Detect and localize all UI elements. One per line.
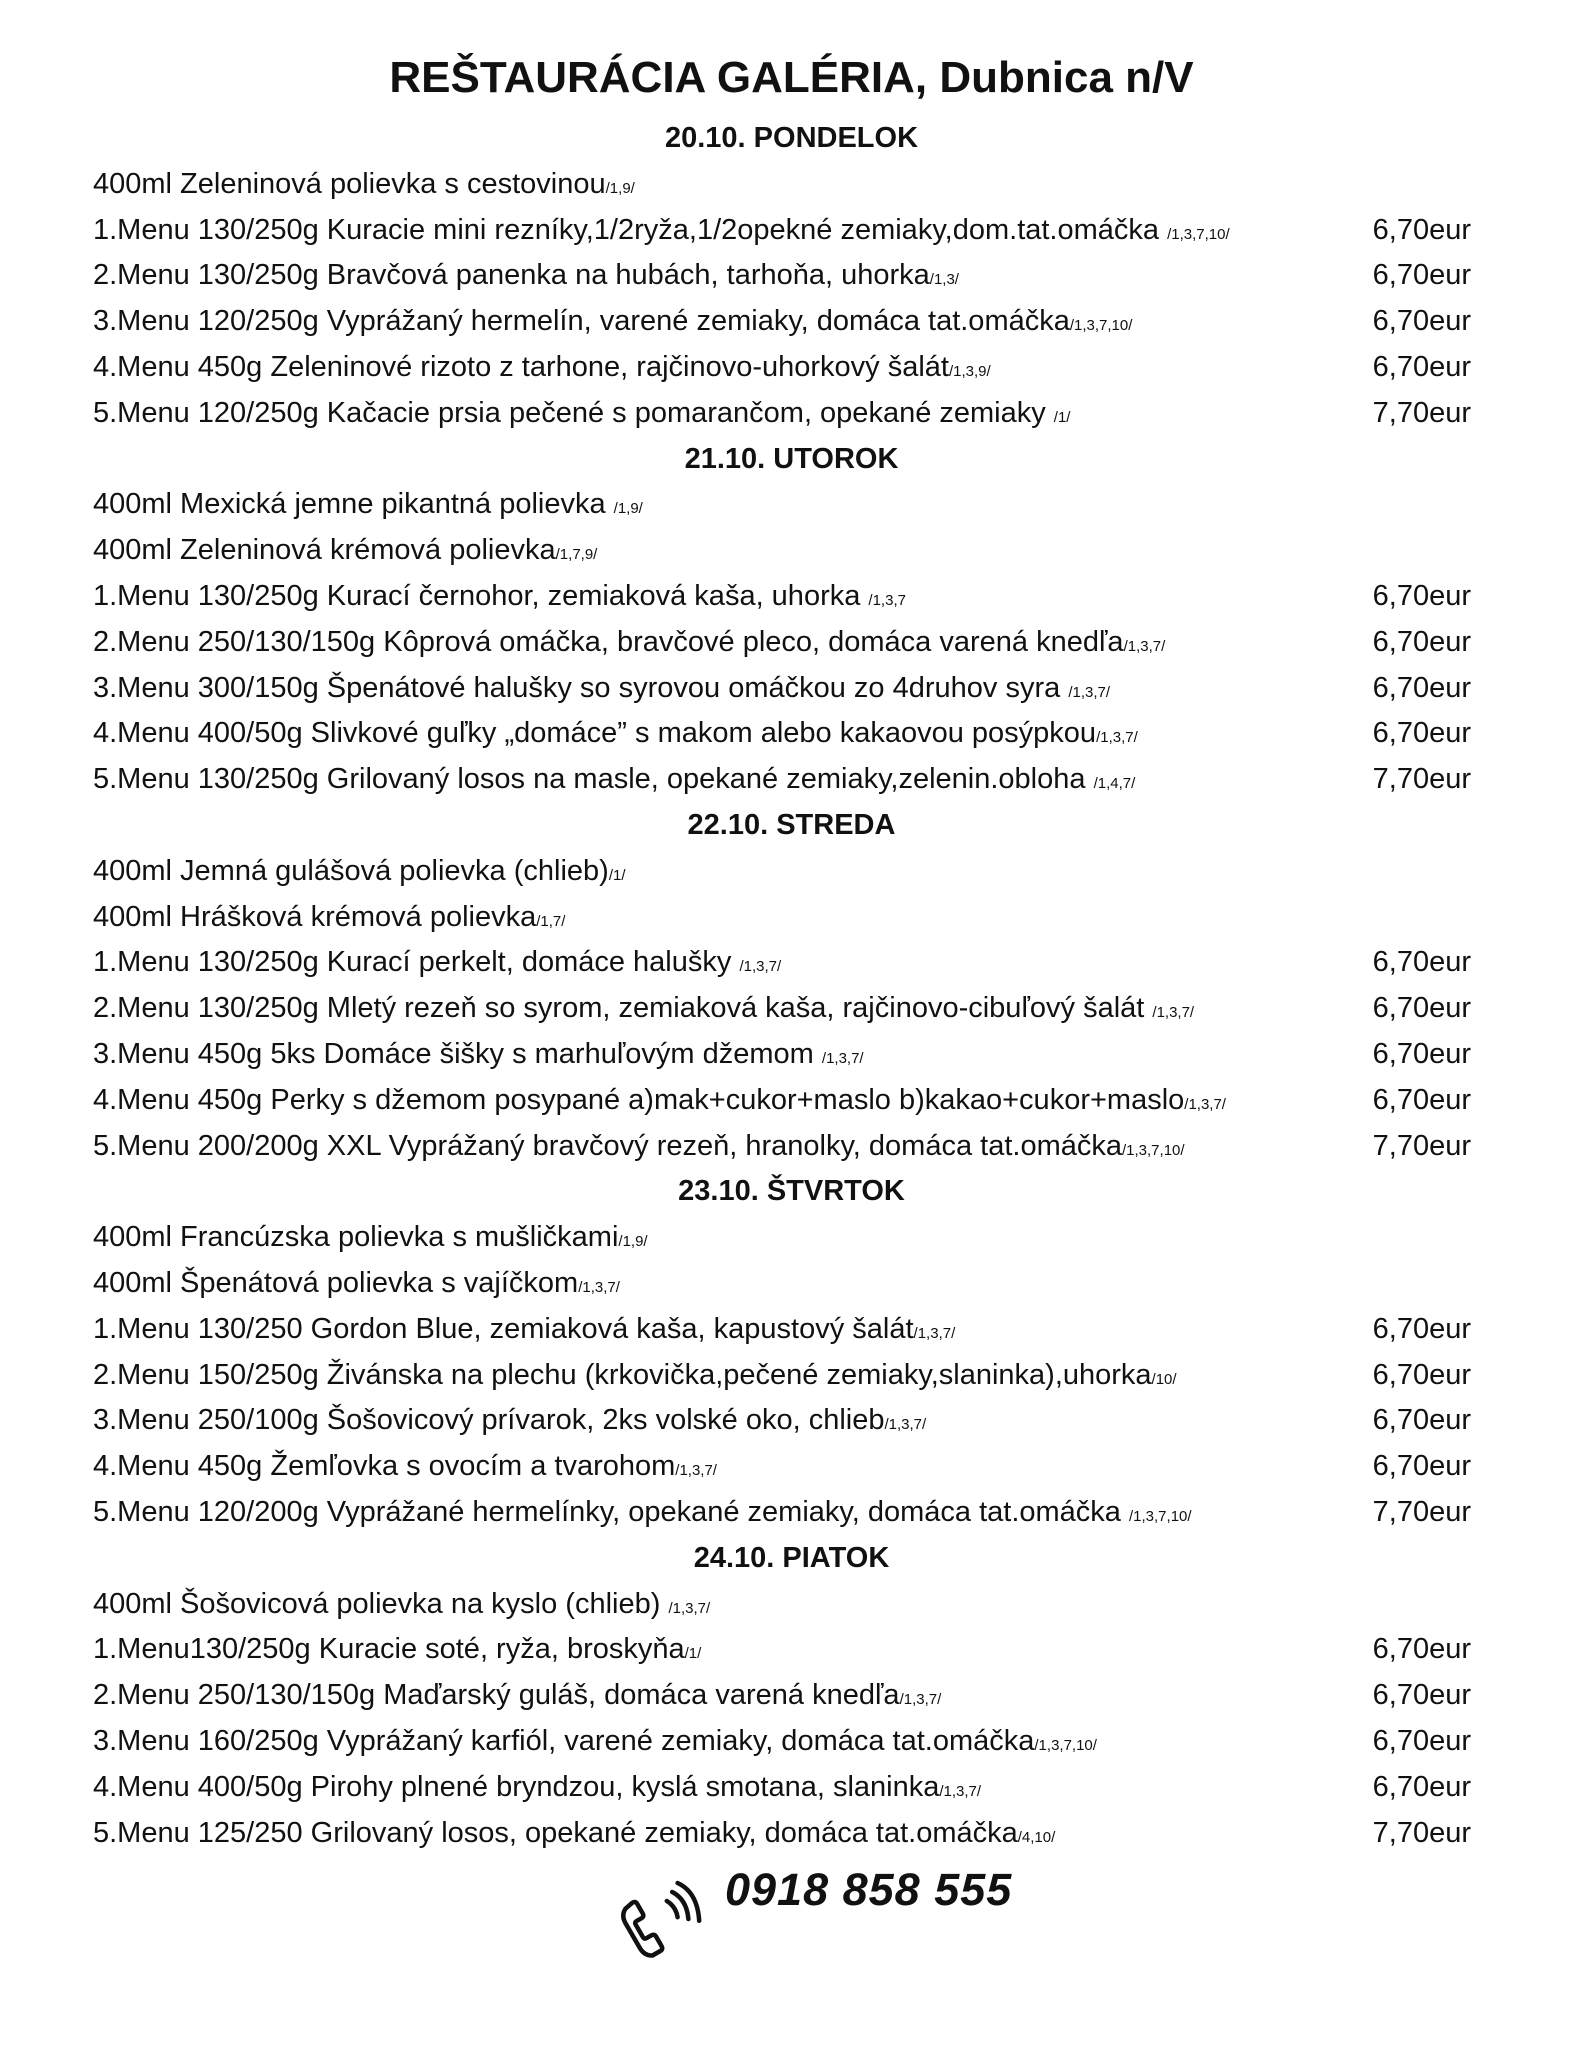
menu-item-text: 3.Menu 450g 5ks Domáce šišky s marhuľovým džemom	[93, 1038, 822, 1070]
page-title: REŠTAURÁCIA GALÉRIA, Dubnica n/V	[389, 53, 1194, 102]
menu-item	[93, 897, 1493, 937]
menu-item	[93, 1721, 1493, 1761]
menu-item	[93, 210, 1493, 250]
menu-item-description	[93, 347, 991, 392]
menu-item-allergens: /1,3,7,10/	[1129, 1508, 1192, 1525]
menu-item-allergens: /1,7/	[536, 913, 566, 930]
menu-item-description	[93, 1263, 620, 1308]
menu-item-text: 2.Menu 150/250g Živánska na plechu (krkovička,pečené zemiaky,slaninka),uhorka	[93, 1359, 1152, 1391]
menu-item-text: 1.Menu130/250g Kuracie soté, ryža, broskyňa	[93, 1633, 685, 1665]
menu-item-text: 400ml Jemná gulášová polievka (chlieb)	[93, 855, 609, 887]
menu-item-text: 2.Menu 250/130/150g Kôprová omáčka, bravčové pleco, domáca varená knedľa	[93, 626, 1124, 658]
menu-item	[93, 713, 1493, 753]
menu-item-description	[93, 759, 1135, 804]
menu-item-text: 3.Menu 120/250g Vyprážaný hermelín, varené zemiaky, domáca tat.omáčka	[93, 305, 1070, 337]
menu-item-description	[93, 210, 1230, 255]
menu-item-price: 6,70eur	[1372, 946, 1471, 978]
menu-item-price: 7,70eur	[1372, 1130, 1471, 1162]
menu-item-price: 7,70eur	[1372, 397, 1471, 429]
menu-item-allergens: /1,3,7/	[1123, 638, 1166, 655]
menu-item	[93, 1675, 1493, 1715]
menu-item-allergens: /1,3,9/	[948, 363, 991, 380]
menu-item-allergens: /1,3/	[929, 271, 959, 288]
menu-item	[93, 1446, 1493, 1486]
menu-item	[93, 1263, 1493, 1303]
day-heading: 24.10. PIATOK	[693, 1542, 890, 1574]
menu-item-description	[93, 942, 781, 987]
menu-item-text: 1.Menu 130/250g Kurací perkelt, domáce halušky	[93, 946, 740, 978]
menu-item-description	[93, 1721, 1097, 1766]
menu-item-description	[93, 301, 1132, 346]
menu-item-text: 2.Menu 130/250g Bravčová panenka na hubách, tarhoňa, uhorka	[93, 259, 930, 291]
menu-item-text: 1.Menu 130/250g Kurací černohor, zemiaková kaša, uhorka	[93, 580, 869, 612]
menu-item-allergens: /1,3,7/	[821, 1050, 864, 1067]
menu-item-allergens: /1,3,7/	[939, 1783, 982, 1800]
menu-item-description	[93, 1492, 1192, 1537]
menu-item-text: 2.Menu 130/250g Mletý rezeň so syrom, zemiaková kaša, rajčinovo-cibuľový šalát	[93, 992, 1153, 1024]
menu-item	[93, 759, 1493, 799]
menu-item-description	[93, 164, 635, 209]
menu-item-description	[93, 1813, 1055, 1858]
menu-item-allergens: /1,3,7,10/	[1069, 317, 1133, 334]
menu-item-description	[93, 1217, 648, 1262]
menu-item-text: 2.Menu 250/130/150g Maďarský guláš, domáca varená knedľa	[93, 1679, 900, 1711]
menu-item-price: 6,70eur	[1372, 1450, 1471, 1482]
menu-item	[93, 301, 1493, 341]
menu-item	[93, 1629, 1493, 1669]
menu-item-text: 400ml Mexická jemne pikantná polievka	[93, 488, 614, 520]
menu-item-price: 6,70eur	[1372, 305, 1471, 337]
menu-item-allergens: /1,9/	[618, 1233, 648, 1250]
menu-item-description	[93, 530, 597, 575]
menu-item-description	[93, 1126, 1185, 1171]
menu-item-description	[93, 1034, 864, 1079]
menu-item	[93, 1080, 1493, 1120]
phone-number[interactable]: 0918 858 555	[725, 1864, 1013, 1915]
menu-item-allergens: /1,3,7/	[1184, 1096, 1226, 1113]
menu-item-text: 4.Menu 400/50g Pirohy plnené bryndzou, kyslá smotana, slaninka	[93, 1771, 940, 1803]
menu-item-text: 3.Menu 250/100g Šošovicový prívarok, 2ks volské oko, chlieb	[93, 1404, 885, 1436]
menu-item-description	[93, 393, 1070, 438]
menu-item-text: 5.Menu 120/250g Kačacie prsia pečené s pomarančom, opekané zemiaky	[93, 397, 1054, 429]
menu-item-text: 1.Menu 130/250 Gordon Blue, zemiaková kaša, kapustový šalát	[93, 1313, 914, 1345]
menu-item-description	[93, 1675, 941, 1720]
menu-item	[93, 942, 1493, 982]
day-heading: 20.10. PONDELOK	[664, 122, 919, 154]
menu-item-allergens: /1/	[608, 867, 626, 884]
menu-item	[93, 851, 1493, 891]
menu-item-allergens: /1,3,7/	[675, 1462, 717, 1479]
menu-item-description	[93, 622, 1165, 667]
menu-item-text: 3.Menu 160/250g Vyprážaný karfiól, varené zemiaky, domáca tat.omáčka	[93, 1725, 1035, 1757]
menu-item-price: 6,70eur	[1372, 1404, 1471, 1436]
menu-item-allergens: /1,3,7/	[1068, 684, 1111, 701]
menu-item	[93, 255, 1493, 295]
menu-item-allergens: /1,3,7/	[899, 1691, 942, 1708]
menu-item	[93, 164, 1493, 204]
menu-item-allergens: /4,10/	[1017, 1829, 1056, 1846]
menu-item-text: 5.Menu 120/200g Vyprážané hermelínky, opekané zemiaky, domáca tat.omáčka	[93, 1496, 1129, 1528]
menu-item-description	[93, 1446, 717, 1491]
menu-item-price: 6,70eur	[1372, 1771, 1471, 1803]
menu-item-text: 4.Menu 450g Perky s džemom posypané a)mak+cukor+maslo b)kakao+cukor+maslo	[93, 1084, 1185, 1116]
menu-item	[93, 1034, 1493, 1074]
menu-item-text: 400ml Zeleninová krémová polievka	[93, 534, 556, 566]
menu-item-text: 4.Menu 450g Zeleninové rizoto z tarhone, rajčinovo-uhorkový šalát	[93, 351, 949, 383]
day-heading: 21.10. UTOROK	[684, 443, 899, 475]
menu-item-allergens: /1,3,7/	[1096, 729, 1138, 746]
menu-item-allergens: /1,3,7/	[578, 1279, 620, 1296]
menu-item-text: 400ml Šošovicová polievka na kyslo (chlieb)	[93, 1588, 669, 1620]
day-heading: 22.10. STREDA	[687, 809, 896, 841]
menu-item-description	[93, 1080, 1226, 1125]
menu-item-allergens: /1,3,7/	[668, 1600, 711, 1617]
menu-item-allergens: /1,3,7,10/	[1167, 226, 1230, 243]
menu-item-text: 400ml Zeleninová polievka s cestovinou	[93, 168, 606, 200]
menu-item-price: 6,70eur	[1372, 1084, 1471, 1116]
menu-item-description	[93, 1400, 926, 1445]
menu-item	[93, 1492, 1493, 1532]
menu-item-price: 7,70eur	[1372, 1496, 1471, 1528]
menu-item-price: 6,70eur	[1372, 1313, 1471, 1345]
menu-item-price: 6,70eur	[1372, 1633, 1471, 1665]
menu-item-description	[93, 713, 1138, 758]
menu-item-price: 6,70eur	[1372, 259, 1471, 291]
menu-item-allergens: /1,3,7,10/	[1122, 1142, 1185, 1159]
menu-item-allergens: /1,3,7,10/	[1034, 1737, 1097, 1754]
menu-item-text: 400ml Francúzska polievka s mušličkami	[93, 1221, 619, 1253]
menu-item-allergens: /1,3,7/	[884, 1416, 927, 1433]
menu-item-allergens: /1,4,7/	[1093, 775, 1136, 792]
menu-item-allergens: /1,3,7/	[1152, 1004, 1195, 1021]
menu-item	[93, 1217, 1493, 1257]
menu-item-price: 6,70eur	[1372, 1725, 1471, 1757]
menu-item-description	[93, 1309, 955, 1354]
phone-icon	[620, 1874, 710, 1964]
menu-item-price: 6,70eur	[1372, 214, 1471, 246]
menu-item-text: 5.Menu 130/250g Grilovaný losos na masle, opekané zemiaky,zelenin.obloha	[93, 763, 1094, 795]
menu-item	[93, 484, 1493, 524]
menu-item-price: 6,70eur	[1372, 1359, 1471, 1391]
menu-item-price: 7,70eur	[1372, 1817, 1471, 1849]
menu-item	[93, 1767, 1493, 1807]
menu-item	[93, 576, 1493, 616]
menu-item-allergens: /1,7,9/	[555, 546, 598, 563]
menu-item-description	[93, 484, 643, 529]
menu-item-price: 6,70eur	[1372, 717, 1471, 749]
menu-item-allergens: /1,3,7/	[739, 958, 782, 975]
menu-item-allergens: /1,9/	[605, 180, 635, 197]
menu-item-description	[93, 255, 959, 300]
menu-item-allergens: /1/	[1053, 409, 1071, 426]
menu-item	[93, 1813, 1493, 1853]
menu-item-description	[93, 1767, 981, 1812]
menu-item-description	[93, 576, 906, 621]
menu-item-price: 6,70eur	[1372, 1679, 1471, 1711]
menu-item	[93, 1309, 1493, 1349]
menu-item-text: 400ml Hrášková krémová polievka	[93, 901, 537, 933]
day-heading: 23.10. ŠTVRTOK	[678, 1175, 905, 1207]
menu-item-description	[93, 988, 1194, 1033]
menu-item-price: 6,70eur	[1372, 672, 1471, 704]
menu-item-price: 6,70eur	[1372, 1038, 1471, 1070]
menu-item	[93, 1584, 1493, 1624]
menu-item-text: 5.Menu 200/200g XXL Vyprážaný bravčový rezeň, hranolky, domáca tat.omáčka	[93, 1130, 1122, 1162]
menu-item-allergens: /1,3,7/	[913, 1325, 956, 1342]
menu-item	[93, 393, 1493, 433]
menu-item-allergens: /1/	[684, 1645, 702, 1662]
menu-item-price: 7,70eur	[1372, 763, 1471, 795]
menu-item-description	[93, 1629, 701, 1674]
menu-item	[93, 530, 1493, 570]
menu-item-text: 4.Menu 400/50g Slivkové guľky „domáce” s makom alebo kakaovou posýpkou	[93, 717, 1097, 749]
menu-item-description	[93, 897, 565, 942]
menu-item	[93, 1126, 1493, 1166]
menu-item-text: 4.Menu 450g Žemľovka s ovocím a tvarohom	[93, 1450, 676, 1482]
menu-item	[93, 1400, 1493, 1440]
menu-item-description	[93, 668, 1110, 713]
menu-item-text: 1.Menu 130/250g Kuracie mini rezníky,1/2ryža,1/2opekné zemiaky,dom.tat.omáčka	[93, 214, 1168, 246]
menu-item	[93, 988, 1493, 1028]
menu-item	[93, 1355, 1493, 1395]
menu-item-description	[93, 851, 626, 896]
menu-item-price: 6,70eur	[1372, 580, 1471, 612]
contact-footer	[620, 1860, 1140, 1970]
menu-item-price: 6,70eur	[1372, 626, 1471, 658]
menu-item	[93, 347, 1493, 387]
menu-item-text: 3.Menu 300/150g Špenátové halušky so syrovou omáčkou zo 4druhov syra	[93, 672, 1069, 704]
menu-item-description	[93, 1584, 710, 1629]
menu-item	[93, 622, 1493, 662]
menu-item-text: 400ml Špenátová polievka s vajíčkom	[93, 1267, 579, 1299]
menu-item-allergens: /10/	[1151, 1371, 1177, 1388]
menu-item-allergens: /1,9/	[613, 500, 643, 517]
menu-item-price: 6,70eur	[1372, 992, 1471, 1024]
menu-item-text: 5.Menu 125/250 Grilovaný losos, opekané zemiaky, domáca tat.omáčka	[93, 1817, 1018, 1849]
menu-item	[93, 668, 1493, 708]
menu-item-allergens: /1,3,7	[868, 592, 906, 609]
menu-item-price: 6,70eur	[1372, 351, 1471, 383]
menu-item-description	[93, 1355, 1177, 1400]
